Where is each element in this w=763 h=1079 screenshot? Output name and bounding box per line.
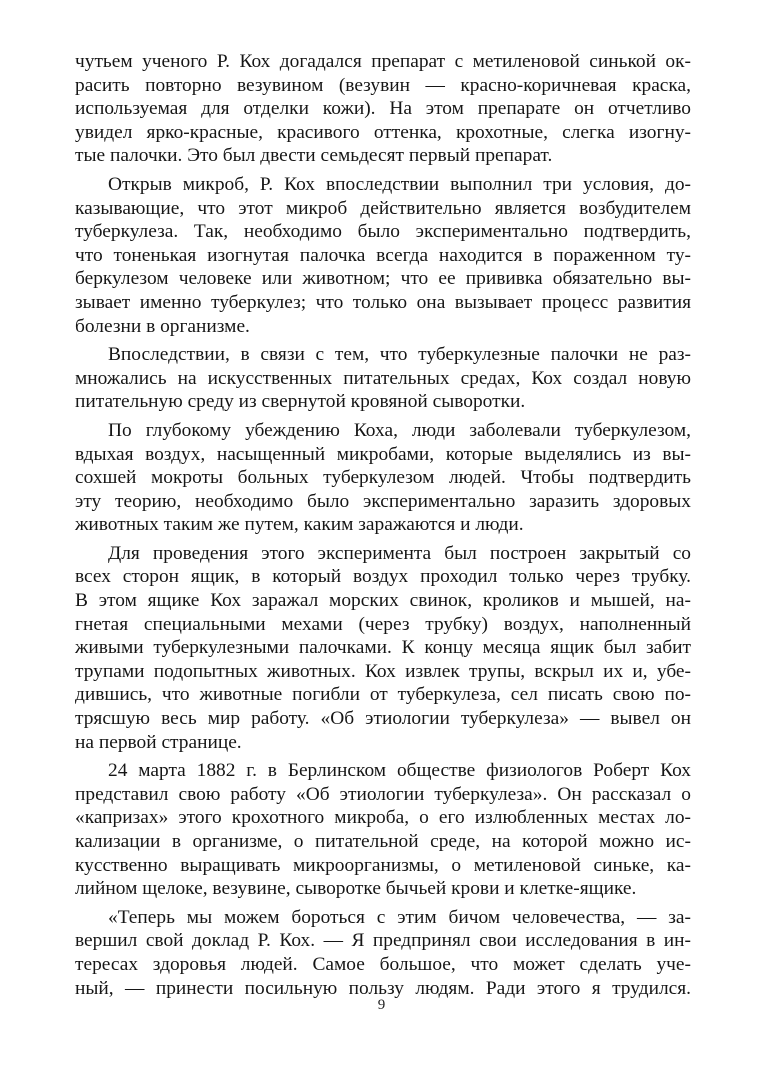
text-line: всех сторон ящик, в который воздух проходил только через трубку. (75, 566, 691, 588)
text-line: «капризах» этого крохотного микроба, о его излюбленных местах ло- (75, 807, 691, 829)
text-line: расить повторно везувином (везувин — красно-коричневая краска, (75, 74, 691, 96)
text-line: лийном щелоке, везувине, сыворотке бычьей крови и клетке-ящике. (75, 878, 637, 900)
text-line: эту теорию, необходимо было экспериментально заразить здоровых (75, 490, 691, 512)
text-line: туберкулеза. Так, необходимо было экспериментально подтвердить, (75, 221, 691, 243)
text-line: вдыхая воздух, насыщенный микробами, которые выделялись из вы- (75, 443, 691, 465)
text-line: По глубокому убеждению Коха, люди заболевали туберкулезом, (108, 419, 691, 441)
text-line: беркулезом человеке или животном; что ее прививка обязательно вы- (75, 268, 691, 290)
text-line: используемая для отделки кожи). На этом препарате он отчетливо (75, 98, 691, 120)
text-line: казывающие, что этот микроб действительно является возбудителем (75, 197, 691, 219)
text-line: «Теперь мы можем бороться с этим бичом человечества, — за- (108, 906, 691, 928)
text-line: В этом ящике Кох заражал морских свинок, кроликов и мышей, на- (75, 590, 691, 612)
text-line: дившись, что животные погибли от туберкулеза, сел писать свою по- (75, 684, 691, 706)
text-line: вершил свой доклад Р. Кох. — Я предпринял свои исследования в ин- (75, 930, 691, 952)
text-line: кусственно выращивать микроорганизмы, о метиленовой синьке, ка- (75, 854, 691, 876)
text-line: тересах здоровья людей. Самое большое, что может сделать уче- (75, 953, 691, 975)
paragraph-5 (75, 542, 691, 754)
text-line: болезни в организме. (75, 315, 250, 337)
text-line: зывает именно туберкулез; что только она вызывает процесс развития (75, 291, 691, 313)
text-line: трупами подопытных животных. Кох извлек трупы, вскрыл их и, убе- (75, 660, 691, 682)
text-line: гнетая специальными мехами (через трубку) воздух, наполненный (75, 613, 691, 635)
text-line: питательную среду из свернутой кровяной сыворотки. (75, 391, 526, 413)
text-line: ный, — принести посильную пользу людям. Ради этого я трудился. (75, 977, 691, 999)
text-line: тые палочки. Это был двести семьдесят первый препарат. (75, 145, 553, 167)
paragraph-3 (75, 343, 691, 414)
paragraph-6 (75, 759, 691, 901)
text-line: животных таким же путем, каким заражаются и люди. (75, 514, 524, 536)
text-line: представил свою работу «Об этиологии туберкулеза». Он рассказал о (75, 783, 691, 805)
text-line: что тоненькая изогнутая палочка всегда находится в пораженном ту- (75, 244, 691, 266)
paragraph-2 (75, 173, 691, 338)
page-body (75, 50, 691, 1005)
paragraph-1 (75, 50, 691, 168)
text-line: множались на искусственных питательных средах, Кох создал новую (75, 367, 691, 389)
text-line: на первой странице. (75, 731, 242, 753)
text-line: Открыв микроб, Р. Кох впоследствии выполнил три условия, до- (108, 173, 691, 195)
text-line: живыми туберкулезными палочками. К концу месяца ящик был забит (75, 637, 691, 659)
text-line: трясшую весь мир работу. «Об этиологии туберкулеза» — вывел он (75, 708, 691, 730)
text-line: 24 марта 1882 г. в Берлинском обществе физиологов Роберт Кох (108, 760, 691, 782)
page-number: 9 (377, 997, 386, 1013)
text-line: сохшей мокроты больных туберкулезом людей. Чтобы подтвердить (75, 467, 691, 489)
text-line: Для проведения этого эксперимента был построен закрытый со (108, 542, 691, 564)
text-line: кализации в организме, о питательной среде, на которой можно ис- (75, 831, 691, 852)
text-line: увидел ярко-красные, красивого оттенка, крохотные, слегка изогну- (75, 121, 691, 143)
text-line: чутьем ученого Р. Кох догадался препарат с метиленовой синькой ок- (75, 51, 691, 72)
text-line: Впоследствии, в связи с тем, что туберкулезные палочки не раз- (108, 344, 691, 366)
paragraph-7 (75, 906, 691, 1000)
paragraph-4 (75, 419, 691, 537)
